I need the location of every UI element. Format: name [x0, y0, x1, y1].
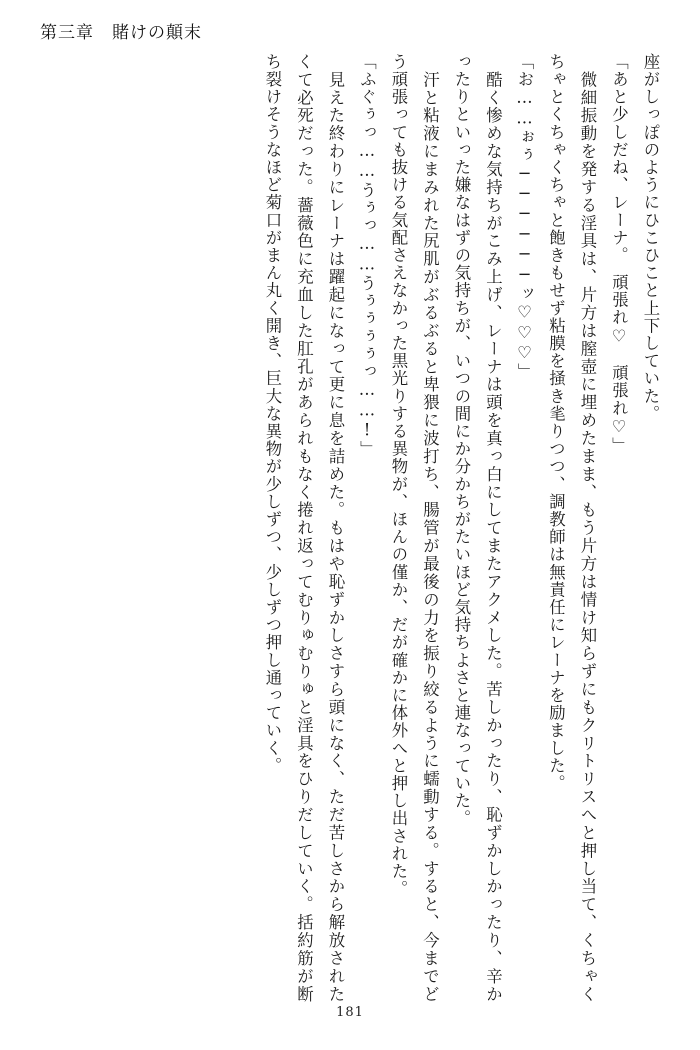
chapter-number: 第三章	[40, 23, 94, 43]
page-footer	[34, 1003, 666, 1020]
chapter-header	[34, 14, 666, 49]
paragraph: 座がしっぽのようにひこひこと上下していた。	[641, 53, 660, 423]
paragraph: 「あと少しだね、レーナ。 頑張れ♡ 頑張れ♡」	[609, 53, 629, 455]
paragraph: 見えた終わりにレーナは躍起になって更に息を詰めた。もはや恥ずかしさすら頭になく、ただ苦しさから解放されたくて必死だった。薔薇色に充血した肛孔があられもなく捲れ返ってむりゅむりゅと淫具をひりだしていく。括約筋が断ち裂けそうなほど菊口がまん丸く開き、巨大な異物が少しずつ、少しずつ押し通っていく。	[263, 53, 345, 1003]
page-number: 181	[336, 1005, 364, 1020]
paragraph: 汗と粘液にまみれた尻肌がぶるぶると卑猥に波打ち、腸管が最後の力を振り絞るように蠕動する。すると、今までどう頑張っても抜ける気配さえなかった黒光りする異物が、ほんの僅か、だが確かに体外へと押し出された。	[389, 53, 440, 1003]
paragraph: 酷く惨めな気持ちがこみ上げ、レーナは頭を真っ白にしてまたアクメした。苦しかったり、恥ずかしかったり、辛かったりといった嫌なはずの気持ちが、いつの間にか分かちがたいほど気持ちよさと連なっていた。	[452, 53, 503, 1003]
chapter-title: 賭けの顛末	[112, 23, 202, 43]
paragraph: 「ふぐぅっ……うぅっ……うぅぅぅぅっ……!」	[357, 53, 377, 459]
paragraph: 「お……ぉぅ──────ッ♡♡♡」	[515, 53, 534, 381]
vertical-text-block	[34, 53, 666, 1003]
paragraph: 微細振動を発する淫具は、片方は膣壺に埋めたまま、もう片方は情け知らずにもクリトリスへと押し当て、くちゃくちゃとくちゃくちゃと飽きもせず粘膜を掻き毟りつつ、調教師は無責任にレーナを励ました。	[546, 53, 597, 1003]
body-area	[34, 53, 666, 1003]
